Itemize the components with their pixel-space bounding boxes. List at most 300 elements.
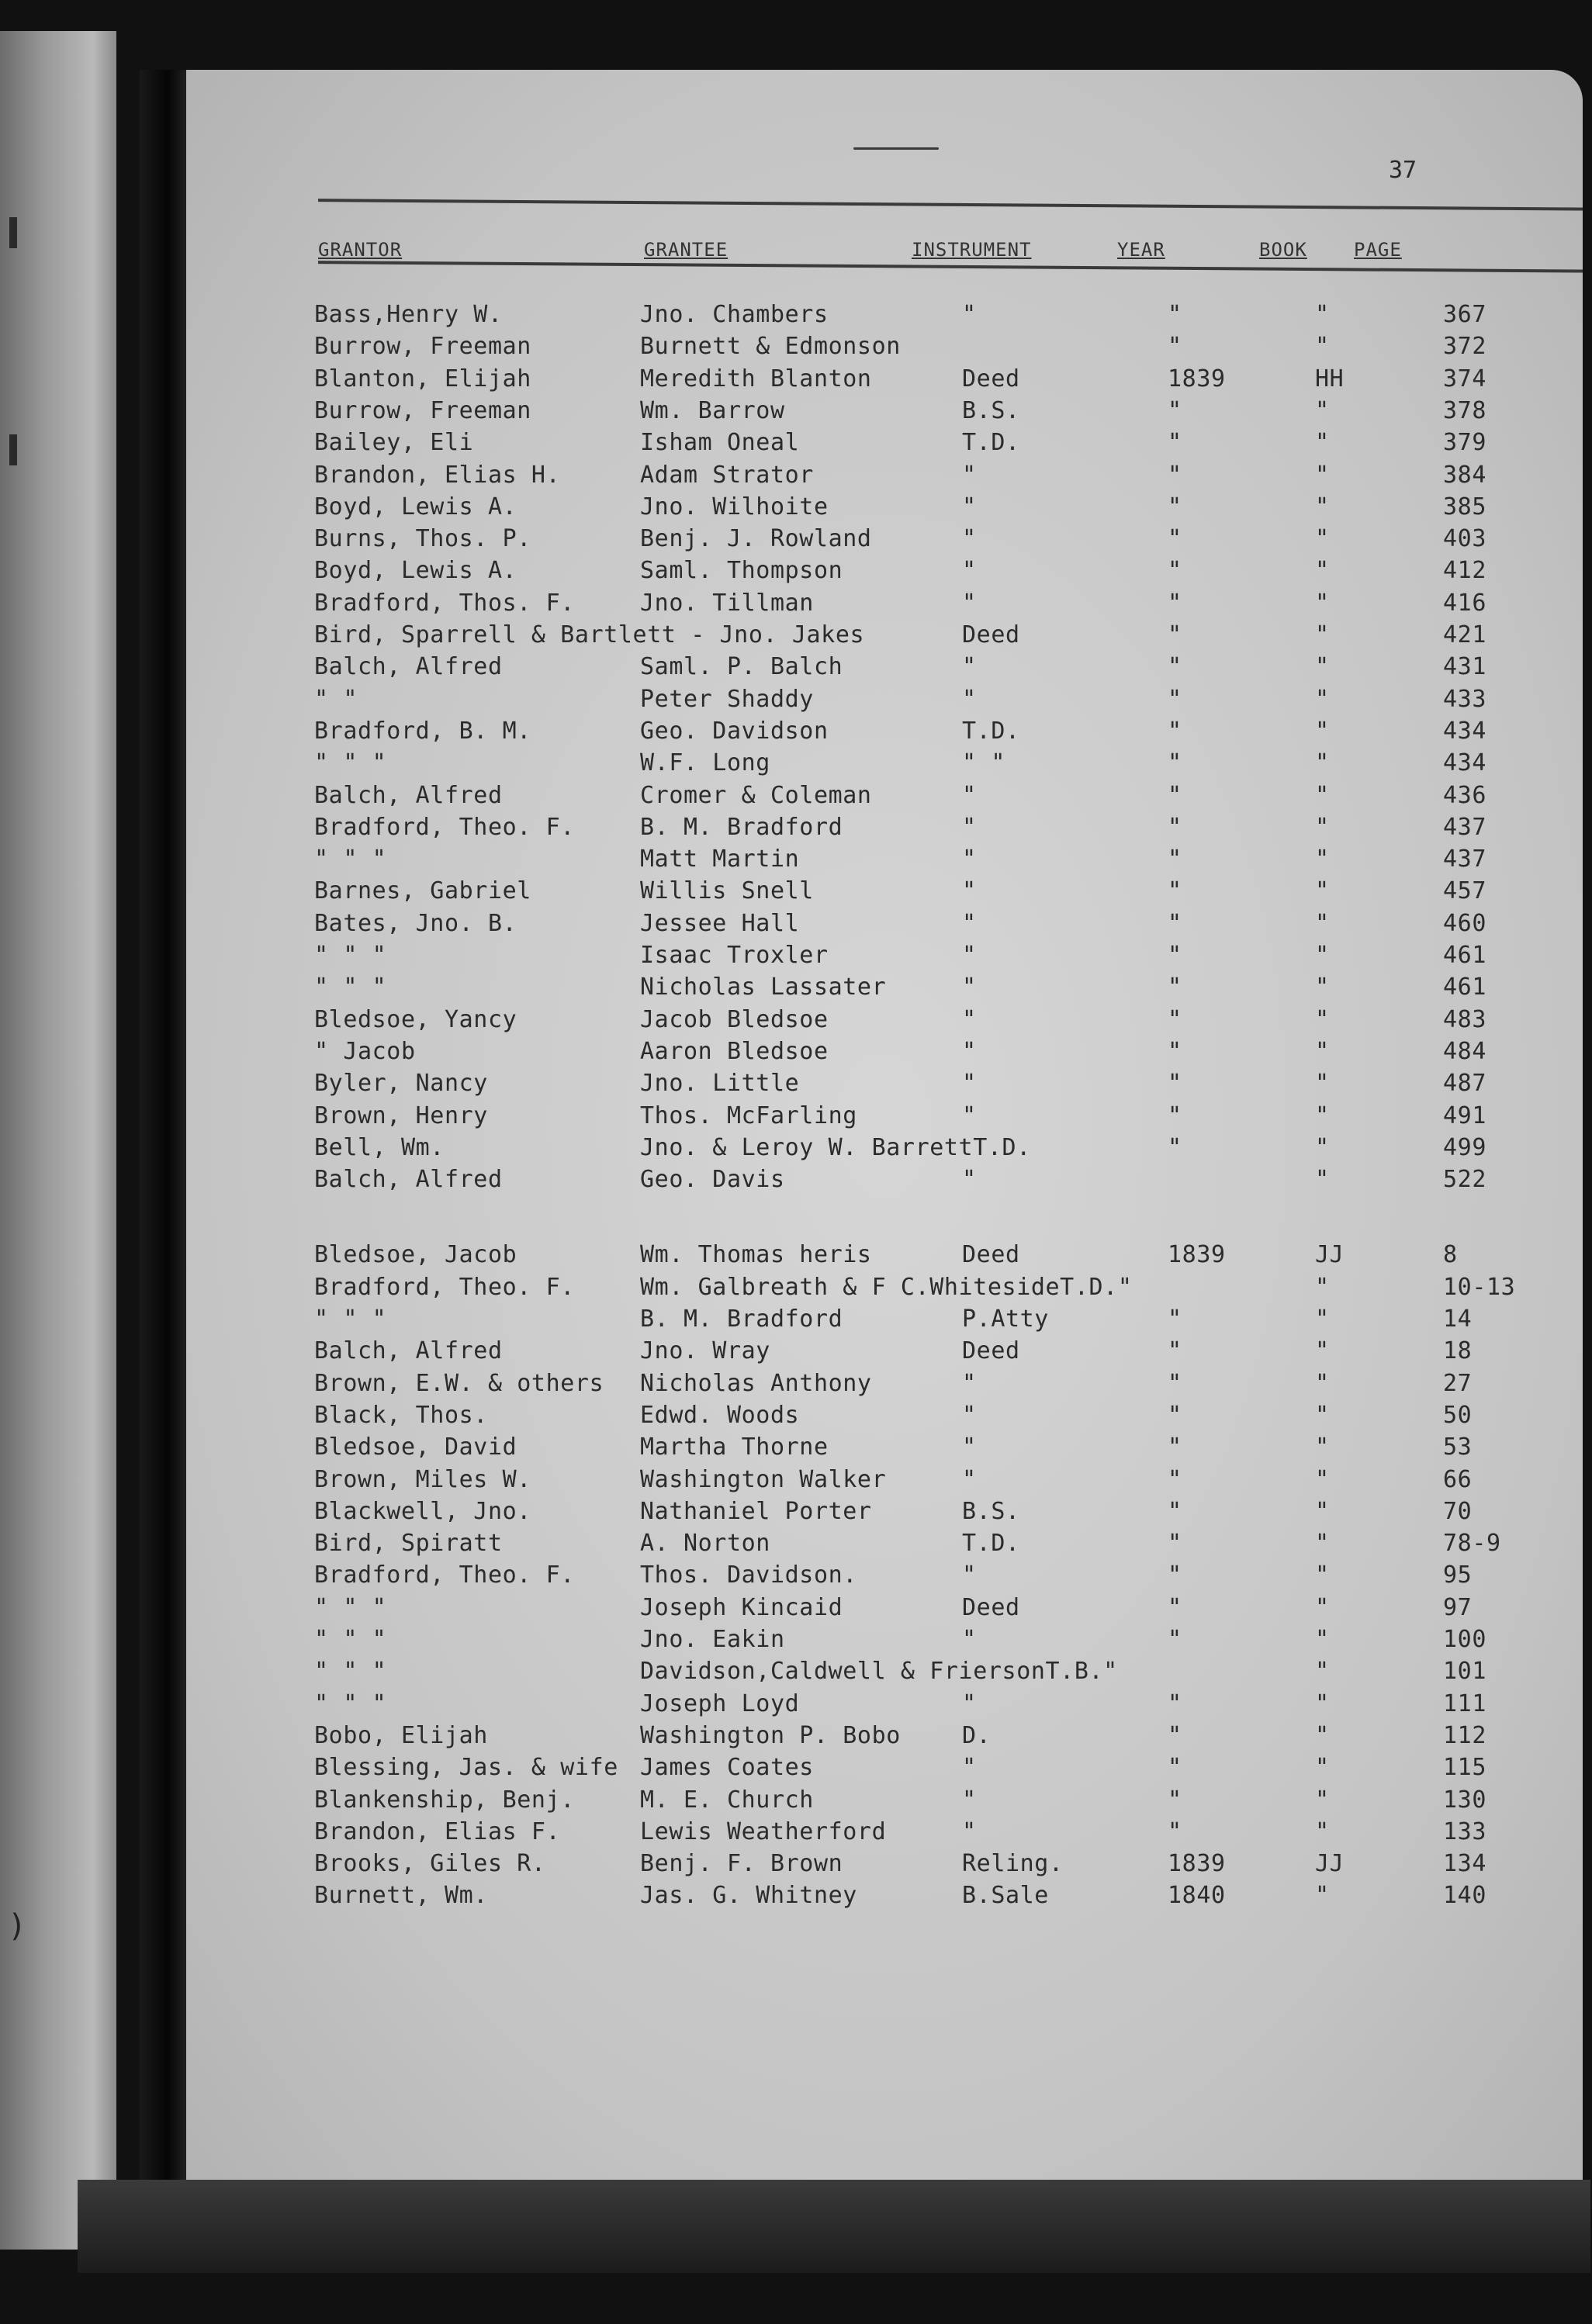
cell-book: " <box>1315 1882 1330 1910</box>
cell-instrument: " <box>962 653 977 681</box>
cell-book: " <box>1315 1465 1330 1493</box>
cell-grantee: Isaac Troxler <box>640 942 829 969</box>
cell-book: " <box>1315 621 1330 648</box>
table-row <box>314 590 1583 621</box>
cell-year: " <box>1168 621 1182 648</box>
cell-book: " <box>1315 717 1330 745</box>
table-row <box>314 333 1583 364</box>
cell-page: 483 <box>1443 1005 1486 1033</box>
cell-year: " <box>1168 525 1182 553</box>
cell-grantee: Washington Walker <box>640 1465 887 1493</box>
cell-instrument: T.D. <box>962 429 1020 457</box>
cell-instrument: " <box>962 1689 977 1717</box>
cell-year: " <box>1168 1401 1182 1429</box>
cell-year: " <box>1168 1626 1182 1653</box>
cell-page: 491 <box>1443 1101 1486 1129</box>
cell-grantee: Matt Martin <box>640 846 800 873</box>
cell-book: " <box>1315 974 1330 1001</box>
cell-instrument: " <box>962 525 977 553</box>
cell-book: " <box>1315 781 1330 809</box>
cell-grantee: Willis Snell <box>640 877 814 905</box>
cell-year: " <box>1168 974 1182 1001</box>
cell-book: " <box>1315 1658 1330 1686</box>
cell-book: " <box>1315 557 1330 585</box>
cell-page: 416 <box>1443 589 1486 617</box>
cell-page: 378 <box>1443 396 1486 424</box>
cell-year: " <box>1168 781 1182 809</box>
cell-grantee: Geo. Davidson <box>640 717 829 745</box>
table-row <box>314 621 1583 652</box>
cell-grantee: Cromer & Coleman <box>640 781 872 809</box>
table-row <box>314 493 1583 524</box>
cell-year: " <box>1168 1037 1182 1065</box>
cell-book: JJ <box>1315 1241 1345 1269</box>
table-row <box>314 1561 1583 1593</box>
cell-grantor: " " " <box>314 1626 387 1653</box>
cell-page: 385 <box>1443 493 1486 520</box>
cell-grantor: Blanton, Elijah <box>314 365 531 393</box>
table-row <box>314 1337 1583 1368</box>
cell-instrument: B.Sale <box>962 1882 1049 1910</box>
cell-grantee: B. M. Bradford <box>640 813 843 841</box>
cell-instrument: " <box>962 1817 977 1845</box>
cell-grantee: Jno. Little <box>640 1070 800 1098</box>
cell-year: " <box>1168 333 1182 361</box>
cell-page: 403 <box>1443 525 1486 553</box>
table-row <box>314 1070 1583 1101</box>
cell-book: " <box>1315 333 1330 361</box>
cell-page: 50 <box>1443 1401 1473 1429</box>
cell-grantor: Burns, Thos. P. <box>314 525 531 553</box>
header-year: YEAR <box>1117 239 1165 261</box>
table-row <box>314 1433 1583 1465</box>
cell-instrument: " <box>962 1101 977 1129</box>
cell-year: " <box>1168 846 1182 873</box>
cell-year: " <box>1168 942 1182 969</box>
cell-book: " <box>1315 1306 1330 1333</box>
cell-page: 484 <box>1443 1037 1486 1065</box>
table-row <box>314 1006 1583 1037</box>
table-row <box>314 910 1583 941</box>
cell-book: " <box>1315 1626 1330 1653</box>
cell-year: " <box>1168 1497 1182 1525</box>
cell-grantee: Jacob Bledsoe <box>640 1005 829 1033</box>
cell-grantee: Jno. Tillman <box>640 589 814 617</box>
cell-year: " <box>1168 1369 1182 1397</box>
cell-grantor: Bates, Jno. B. <box>314 909 517 937</box>
cell-year: " <box>1168 749 1182 777</box>
cell-grantee: Lewis Weatherford <box>640 1817 887 1845</box>
cell-book: " <box>1315 1786 1330 1814</box>
cell-page: 367 <box>1443 301 1486 328</box>
cell-year: " <box>1168 653 1182 681</box>
cell-year: " <box>1168 1070 1182 1098</box>
cell-grantee: Thos. McFarling <box>640 1101 857 1129</box>
cell-grantee: Martha Thorne <box>640 1433 829 1461</box>
cell-grantee: Jas. G. Whitney <box>640 1882 857 1910</box>
cell-instrument: " <box>962 557 977 585</box>
cell-grantee: Jno. & Leroy W. BarrettT.D. <box>640 1133 1031 1161</box>
cell-grantee: Meredith Blanton <box>640 365 872 393</box>
cell-page: 499 <box>1443 1133 1486 1161</box>
cell-grantor: " " " <box>314 846 387 873</box>
cell-grantee: Nicholas Lassater <box>640 974 887 1001</box>
cell-page: 100 <box>1443 1626 1486 1653</box>
cell-grantee: W.F. Long <box>640 749 770 777</box>
cell-instrument: " <box>962 493 977 520</box>
table-row <box>314 1626 1583 1657</box>
cell-instrument: P.Atty <box>962 1306 1049 1333</box>
cell-grantor: Balch, Alfred <box>314 653 503 681</box>
header-grantee: GRANTEE <box>644 239 729 261</box>
cell-grantor: Bradford, Thos. F. <box>314 589 575 617</box>
cell-book: " <box>1315 1721 1330 1749</box>
cell-year: " <box>1168 557 1182 585</box>
table-row <box>314 1402 1583 1433</box>
cell-year: 1840 <box>1168 1882 1226 1910</box>
cell-instrument: Deed <box>962 1241 1020 1269</box>
cell-grantor: " " " <box>314 1306 387 1333</box>
cell-year: " <box>1168 1101 1182 1129</box>
cell-grantor: Boyd, Lewis A. <box>314 493 517 520</box>
left-page-edge <box>0 31 116 2250</box>
cell-instrument: Deed <box>962 365 1020 393</box>
cell-book: " <box>1315 942 1330 969</box>
table-row <box>314 397 1583 428</box>
cell-instrument: " <box>962 1005 977 1033</box>
cell-book: " <box>1315 1561 1330 1589</box>
cell-book: " <box>1315 1273 1330 1301</box>
cell-page: 374 <box>1443 365 1486 393</box>
table-row <box>314 1818 1583 1849</box>
page-number: 37 <box>1389 157 1417 184</box>
table-row <box>314 942 1583 973</box>
cell-book: " <box>1315 461 1330 489</box>
scanner-edge <box>78 2180 1590 2273</box>
cell-grantee: Edwd. Woods <box>640 1401 800 1429</box>
cell-book: " <box>1315 429 1330 457</box>
cell-book: " <box>1315 1817 1330 1845</box>
cell-grantee: Benj. J. Rowland <box>640 525 872 553</box>
cell-grantor: Bailey, Eli <box>314 429 474 457</box>
cell-grantor: Black, Thos. <box>314 1401 488 1429</box>
left-page-mark <box>9 434 17 465</box>
cell-grantee: Burnett & Edmonson <box>640 333 901 361</box>
cell-year: " <box>1168 1337 1182 1365</box>
cell-grantee: Benj. F. Brown <box>640 1850 843 1878</box>
cell-grantee: M. E. Church <box>640 1786 814 1814</box>
cell-grantor: Bledsoe, David <box>314 1433 517 1461</box>
cell-page: 78-9 <box>1443 1530 1501 1558</box>
cell-year: " <box>1168 493 1182 520</box>
cell-grantee: Wm. Thomas heris <box>640 1241 872 1269</box>
cell-instrument: " <box>962 877 977 905</box>
cell-grantor: Brown, E.W. & others <box>314 1369 604 1397</box>
cell-page: 95 <box>1443 1561 1473 1589</box>
cell-year: " <box>1168 1817 1182 1845</box>
cell-grantee: Joseph Kincaid <box>640 1593 843 1621</box>
cell-instrument: " <box>962 1626 977 1653</box>
cell-book: " <box>1315 1133 1330 1161</box>
table-row <box>314 1690 1583 1721</box>
cell-year: 1839 <box>1168 365 1226 393</box>
cell-page: 111 <box>1443 1689 1486 1717</box>
cell-book: " <box>1315 846 1330 873</box>
cell-page: 461 <box>1443 974 1486 1001</box>
cell-year: " <box>1168 717 1182 745</box>
header-grantor: GRANTOR <box>318 239 403 261</box>
cell-book: " <box>1315 525 1330 553</box>
cell-grantor: Boyd, Lewis A. <box>314 557 517 585</box>
cell-page: 372 <box>1443 333 1486 361</box>
cell-grantor: Blessing, Jas. & wife <box>314 1754 618 1782</box>
cell-grantor: " " " <box>314 974 387 1001</box>
cell-instrument: " <box>962 1786 977 1814</box>
cell-grantee: Saml. Thompson <box>640 557 843 585</box>
cell-grantor: Blackwell, Jno. <box>314 1497 531 1525</box>
cell-grantee: Jno. Chambers <box>640 301 829 328</box>
table-row <box>314 1038 1583 1069</box>
cell-instrument: " <box>962 589 977 617</box>
cell-page: 437 <box>1443 846 1486 873</box>
cell-book: " <box>1315 1530 1330 1558</box>
cell-grantee: Nicholas Anthony <box>640 1369 872 1397</box>
cell-grantor: " Jacob <box>314 1037 416 1065</box>
cell-book: " <box>1315 1070 1330 1098</box>
book-binding <box>140 70 186 2180</box>
cell-book: " <box>1315 749 1330 777</box>
cell-book: " <box>1315 1369 1330 1397</box>
cell-instrument: " " <box>962 749 1005 777</box>
cell-page: 461 <box>1443 942 1486 969</box>
cell-year: " <box>1168 1433 1182 1461</box>
cell-grantor: Bradford, Theo. F. <box>314 813 575 841</box>
cell-instrument: " <box>962 909 977 937</box>
cell-grantee: Nathaniel Porter <box>640 1497 872 1525</box>
cell-grantor: Byler, Nancy <box>314 1070 488 1098</box>
cell-grantee: Wm. Barrow <box>640 396 785 424</box>
cell-instrument: D. <box>962 1721 992 1749</box>
table-row <box>314 1850 1583 1881</box>
cell-instrument: T.D. <box>962 1530 1020 1558</box>
cell-book: " <box>1315 1754 1330 1782</box>
table-row <box>314 1658 1583 1689</box>
cell-book: " <box>1315 1433 1330 1461</box>
cell-page: 14 <box>1443 1306 1473 1333</box>
cell-instrument: " <box>962 1433 977 1461</box>
table-row <box>314 1102 1583 1133</box>
cell-grantor: Barnes, Gabriel <box>314 877 531 905</box>
header-instrument: INSTRUMENT <box>912 239 1032 261</box>
cell-book: HH <box>1315 365 1345 393</box>
cell-grantee: Jessee Hall <box>640 909 800 937</box>
left-page-mark: ) <box>8 1908 27 1944</box>
cell-grantor: " " " <box>314 1593 387 1621</box>
cell-year: " <box>1168 877 1182 905</box>
cell-book: " <box>1315 1497 1330 1525</box>
cell-book: " <box>1315 653 1330 681</box>
cell-page: 379 <box>1443 429 1486 457</box>
cell-book: " <box>1315 301 1330 328</box>
cell-grantor: Burrow, Freeman <box>314 333 531 361</box>
table-row <box>314 1134 1583 1165</box>
cell-book: " <box>1315 1005 1330 1033</box>
cell-grantor: " " " <box>314 942 387 969</box>
cell-page: 18 <box>1443 1337 1473 1365</box>
cell-grantor: Bass,Henry W. <box>314 301 503 328</box>
cell-book: " <box>1315 685 1330 713</box>
cell-grantor: Bell, Wm. <box>314 1133 445 1161</box>
table-row <box>314 1166 1583 1197</box>
cell-grantee: Isham Oneal <box>640 429 800 457</box>
cell-page: 115 <box>1443 1754 1486 1782</box>
cell-book: " <box>1315 493 1330 520</box>
cell-grantee: Adam Strator <box>640 461 814 489</box>
header-page: PAGE <box>1354 239 1402 261</box>
ledger-page <box>186 70 1583 2180</box>
table-row <box>314 557 1583 588</box>
cell-grantee: Aaron Bledsoe <box>640 1037 829 1065</box>
cell-instrument: Deed <box>962 1593 1020 1621</box>
cell-grantor: Burrow, Freeman <box>314 396 531 424</box>
cell-page: 434 <box>1443 717 1486 745</box>
cell-year: " <box>1168 1721 1182 1749</box>
cell-instrument: " <box>962 942 977 969</box>
cell-instrument: " <box>962 1561 977 1589</box>
cell-instrument: B.S. <box>962 396 1020 424</box>
cell-instrument: " <box>962 1369 977 1397</box>
cell-instrument: " <box>962 1166 977 1194</box>
cell-grantor: " " " <box>314 1689 387 1717</box>
cell-grantor: Balch, Alfred <box>314 1337 503 1365</box>
cell-grantor: Brown, Henry <box>314 1101 488 1129</box>
table-row <box>314 1754 1583 1785</box>
cell-page: 130 <box>1443 1786 1486 1814</box>
cell-grantor: " " " <box>314 1658 387 1686</box>
cell-instrument: " <box>962 1070 977 1098</box>
cell-page: 460 <box>1443 909 1486 937</box>
cell-instrument: B.S. <box>962 1497 1020 1525</box>
cell-grantee: A. Norton <box>640 1530 770 1558</box>
cell-instrument: " <box>962 1465 977 1493</box>
cell-page: 140 <box>1443 1882 1486 1910</box>
table-row <box>314 1530 1583 1561</box>
cell-instrument: Deed <box>962 621 1020 648</box>
cell-year: 1839 <box>1168 1850 1226 1878</box>
cell-instrument: " <box>962 685 977 713</box>
cell-grantor: Brandon, Elias F. <box>314 1817 561 1845</box>
cell-page: 434 <box>1443 749 1486 777</box>
table-row <box>314 1786 1583 1817</box>
cell-grantee: Jno. Wilhoite <box>640 493 829 520</box>
cell-book: " <box>1315 813 1330 841</box>
cell-year: " <box>1168 1465 1182 1493</box>
cell-grantee: Davidson,Caldwell & FriersonT.B." <box>640 1658 1118 1686</box>
cell-grantee: Saml. P. Balch <box>640 653 843 681</box>
cell-grantee: Joseph Loyd <box>640 1689 800 1717</box>
cell-page: 487 <box>1443 1070 1486 1098</box>
cell-year: " <box>1168 685 1182 713</box>
cell-grantor: Blankenship, Benj. <box>314 1786 575 1814</box>
cell-grantor: Bradford, Theo. F. <box>314 1273 575 1301</box>
cell-year: " <box>1168 1593 1182 1621</box>
cell-instrument: " <box>962 461 977 489</box>
table-row <box>314 1722 1583 1753</box>
cell-grantee: Geo. Davis <box>640 1166 785 1194</box>
cell-grantor: Brooks, Giles R. <box>314 1850 546 1878</box>
table-row <box>314 1498 1583 1529</box>
cell-instrument: " <box>962 301 977 328</box>
cell-year: " <box>1168 1786 1182 1814</box>
cell-book: " <box>1315 1401 1330 1429</box>
cell-page: 433 <box>1443 685 1486 713</box>
cell-year: " <box>1168 1005 1182 1033</box>
table-row <box>314 718 1583 749</box>
cell-instrument: " <box>962 974 977 1001</box>
table-row <box>314 974 1583 1005</box>
cell-book: " <box>1315 1593 1330 1621</box>
cell-page: 421 <box>1443 621 1486 648</box>
cell-page: 133 <box>1443 1817 1486 1845</box>
cell-page: 97 <box>1443 1593 1473 1621</box>
cell-instrument: Reling. <box>962 1850 1064 1878</box>
cell-year: " <box>1168 1530 1182 1558</box>
cell-page: 436 <box>1443 781 1486 809</box>
cell-grantor: Burnett, Wm. <box>314 1882 488 1910</box>
cell-instrument: T.D. <box>962 717 1020 745</box>
table-row <box>314 462 1583 493</box>
cell-page: 522 <box>1443 1166 1486 1194</box>
cell-page: 457 <box>1443 877 1486 905</box>
cell-grantee: Washington P. Bobo <box>640 1721 901 1749</box>
cell-book: " <box>1315 1037 1330 1065</box>
cell-grantor: " " <box>314 685 358 713</box>
cell-year: " <box>1168 813 1182 841</box>
table-row <box>314 1370 1583 1401</box>
table-row <box>314 1594 1583 1625</box>
cell-instrument: " <box>962 781 977 809</box>
table-row <box>314 653 1583 684</box>
cell-instrument: " <box>962 1401 977 1429</box>
cell-year: " <box>1168 396 1182 424</box>
cell-grantee: Thos. Davidson. <box>640 1561 857 1589</box>
cell-grantor: Brandon, Elias H. <box>314 461 561 489</box>
cell-grantor: Balch, Alfred <box>314 1166 503 1194</box>
cell-year: " <box>1168 429 1182 457</box>
cell-grantor: Bledsoe, Yancy <box>314 1005 517 1033</box>
cell-grantor: Bird, Spiratt <box>314 1530 503 1558</box>
cell-page: 134 <box>1443 1850 1486 1878</box>
cell-grantor: Bradford, B. M. <box>314 717 531 745</box>
cell-page: 112 <box>1443 1721 1486 1749</box>
cell-grantor: Balch, Alfred <box>314 781 503 809</box>
cell-instrument: Deed <box>962 1337 1020 1365</box>
table-row <box>314 877 1583 908</box>
table-row <box>314 782 1583 813</box>
cell-book: " <box>1315 1166 1330 1194</box>
cell-grantee: Jno. Wray <box>640 1337 770 1365</box>
table-row <box>314 525 1583 556</box>
left-page-mark <box>9 217 17 248</box>
cell-year: " <box>1168 461 1182 489</box>
cell-page: 101 <box>1443 1658 1486 1686</box>
cell-book: " <box>1315 909 1330 937</box>
table-row <box>314 429 1583 460</box>
cell-year: " <box>1168 1754 1182 1782</box>
cell-instrument: " <box>962 1754 977 1782</box>
cell-page: 384 <box>1443 461 1486 489</box>
cell-grantee: Jno. Eakin <box>640 1626 785 1653</box>
